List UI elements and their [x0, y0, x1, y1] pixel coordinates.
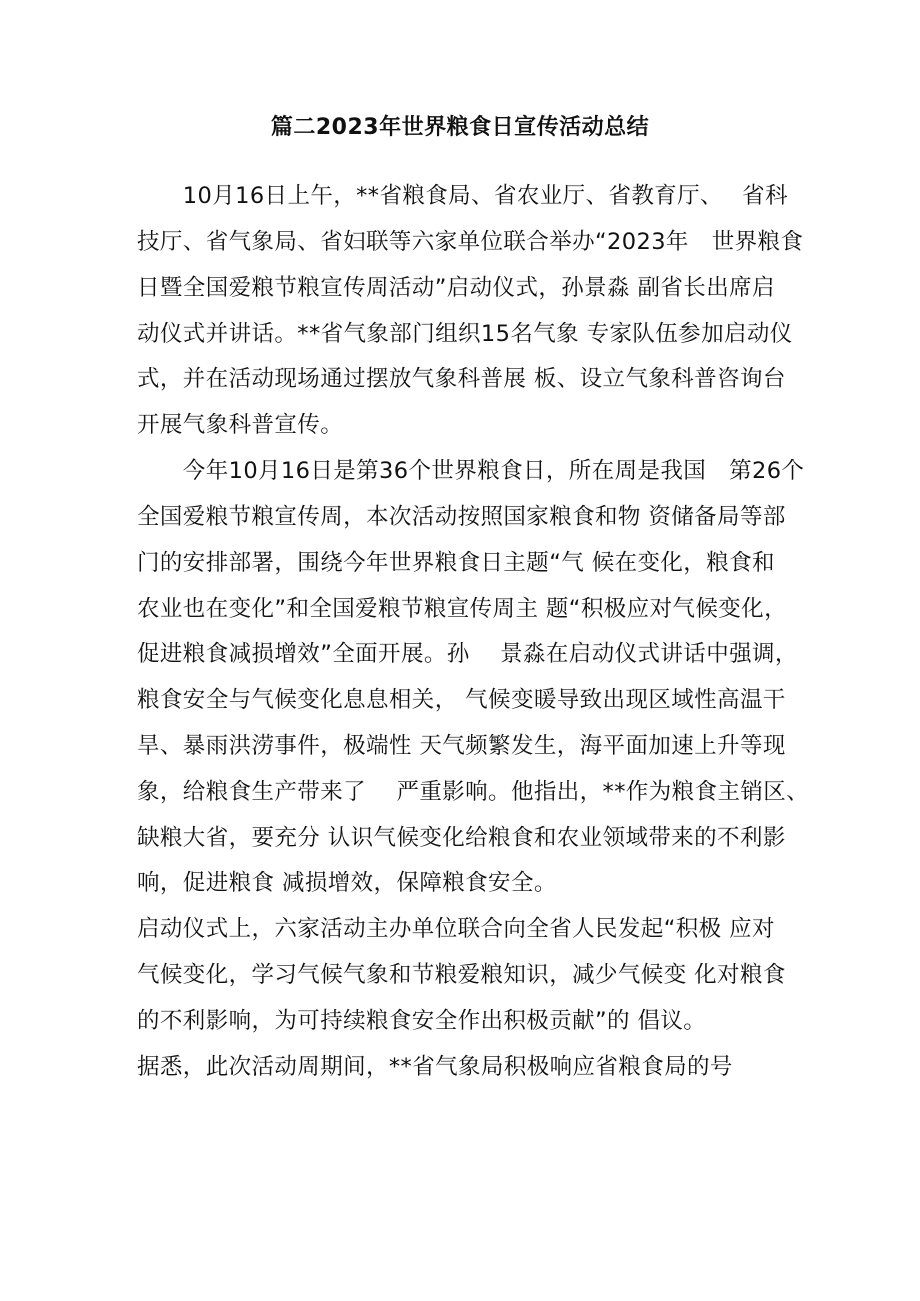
text-line: 促进粮食减损增效”全面开展。孙 景淼在启动仪式讲话中强调， — [137, 641, 798, 667]
text-line: 象，给粮食生产带来了 严重影响。他指出，**作为粮食主销区、 — [137, 779, 810, 805]
text-line: 10月16日上午，**省粮食局、省农业厅、省教育厅、 省科 — [137, 183, 788, 209]
text-line: 式，并在活动现场通过摆放气象科普展 板、设立气象科普咨询台 — [137, 366, 786, 392]
text-line: 门的安排部署，围绕今年世界粮食日主题“气 候在变化，粮食和 — [137, 550, 775, 576]
text-line: 启动仪式上，六家活动主办单位联合向全省人民发起“积极 应对 — [137, 916, 775, 942]
text-line: 旱、暴雨洪涝事件，极端性 天气频繁发生，海平面加速上升等现 — [137, 733, 786, 759]
text-line: 农业也在变化”和全国爱粮节粮宣传周主 题“积极应对气候变化， — [137, 596, 787, 622]
text-line: 气候变化，学习气候气象和节粮爱粮知识，减少气候变 化对粮食 — [137, 962, 786, 988]
text-line: 技厅、省气象局、省妇联等六家单位联合举办“2023年 世界粮食 — [137, 229, 804, 255]
text-line: 动仪式并讲话。**省气象部门组织15名气象 专家队伍参加启动仪 — [137, 321, 793, 347]
text-line: 据悉，此次活动周期间，**省气象局积极响应省粮食局的号 — [137, 1054, 733, 1080]
text-line: 今年10月16日是第36个世界粮食日，所在周是我国 第26个 — [137, 458, 805, 484]
text-line: 的不利影响，为可持续粮食安全作出积极贡献”的 倡议。 — [137, 1008, 707, 1034]
text-line: 开展气象科普宣传。 — [137, 412, 344, 438]
text-line: 粮食安全与气候变化息息相关， 气候变暖导致出现区域性高温干 — [137, 687, 786, 713]
document-title: 篇二2023年世界粮食日宣传活动总结 — [270, 115, 650, 140]
text-line: 日暨全国爱粮节粮宣传周活动”启动仪式，孙景淼 副省长出席启 — [137, 275, 775, 301]
text-line: 响，促进粮食 减损增效，保障粮食安全。 — [137, 870, 557, 896]
text-line: 缺粮大省，要充分 认识气候变化给粮食和农业领域带来的不利影 — [137, 825, 786, 851]
text-line: 全国爱粮节粮宣传周，本次活动按照国家粮食和物 资储备局等部 — [137, 504, 786, 530]
